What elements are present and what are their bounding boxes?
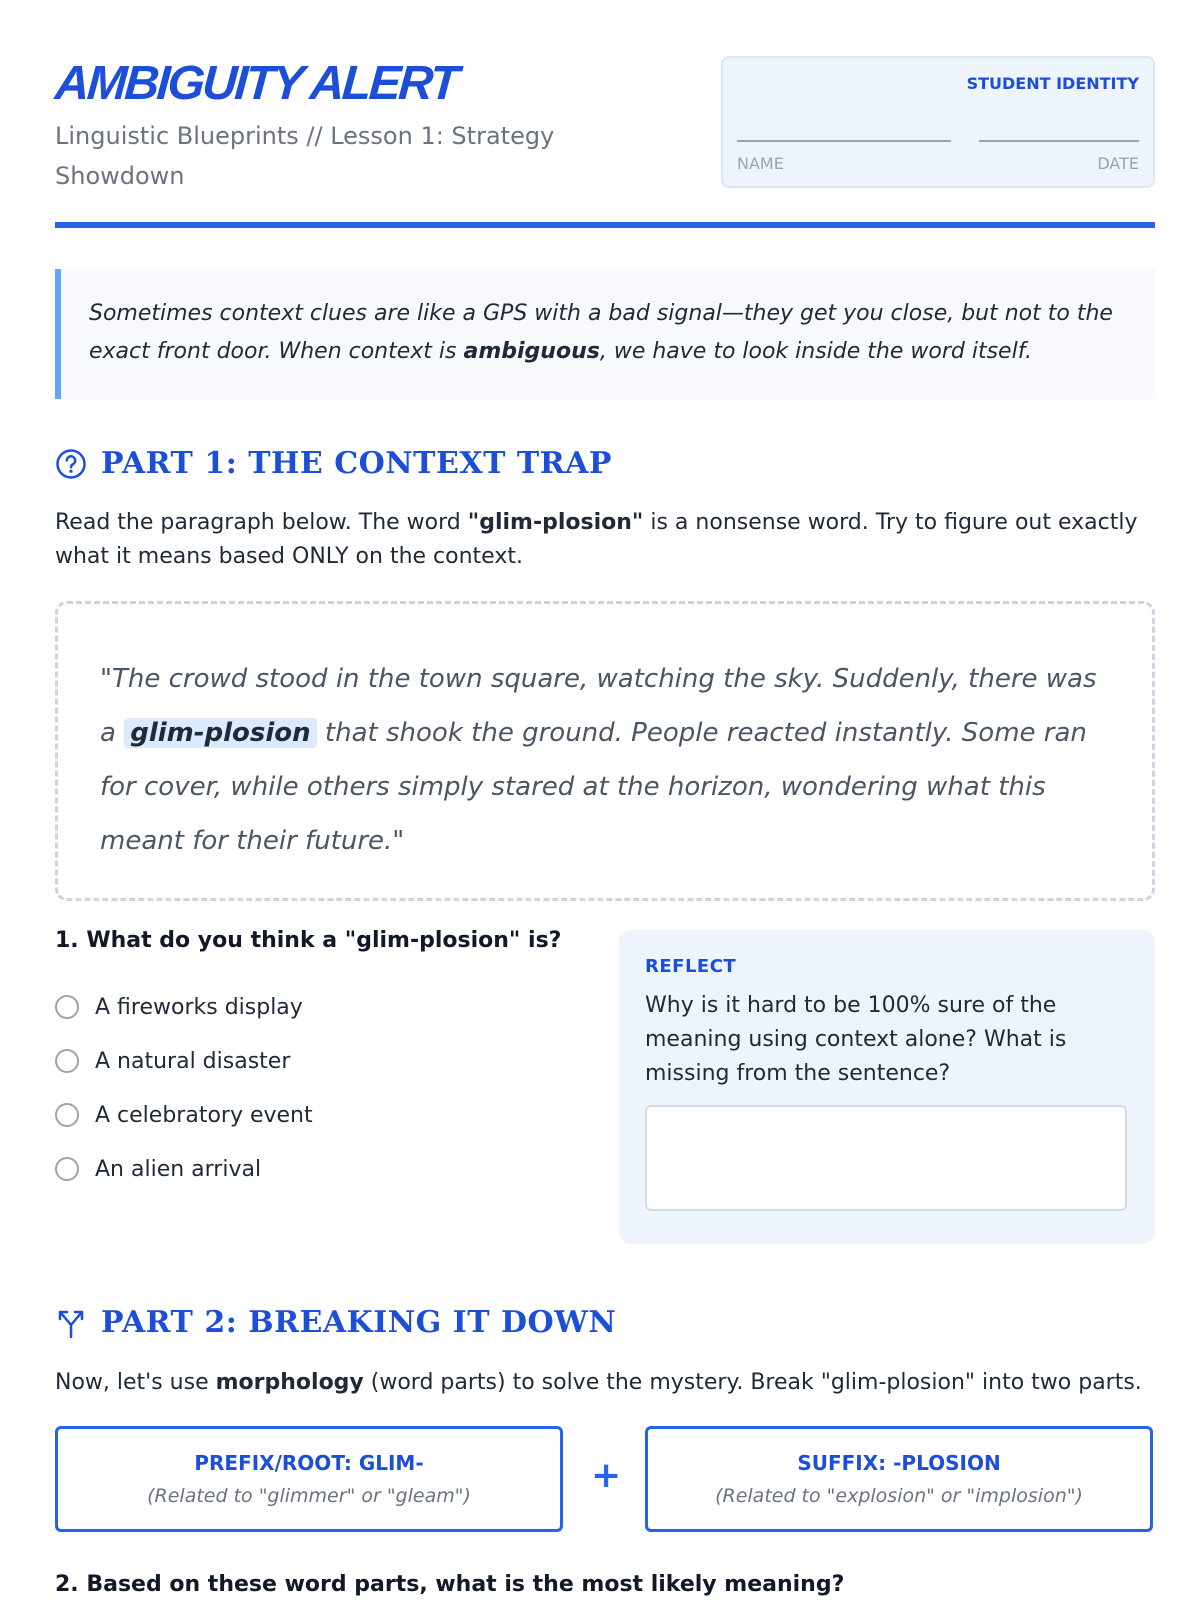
passage-text-after: that shook the ground. People reacted instantly. Some ran for cover, while others simply stared at the horizon, wondering what this meant for their future." — [100, 718, 1087, 856]
part2-instructions — [55, 1366, 1155, 1400]
intro-text-after: , we have to look inside the word itself. — [599, 339, 1033, 364]
passage-highlight-word: glim-plosion — [124, 718, 316, 748]
suffix-hint: (Related to "explosion" or "implosion") — [715, 1485, 1083, 1507]
intro-callout — [55, 269, 1155, 399]
worksheet-title: AMBIGUITY ALERT — [53, 57, 459, 110]
option-label: An alien arrival — [95, 1156, 262, 1182]
option-fireworks[interactable] — [55, 980, 313, 1034]
suffix-title: SUFFIX: -PLOSION — [797, 1451, 1001, 1475]
prefix-box — [55, 1426, 563, 1532]
part1-title: PART 1: THE CONTEXT TRAP — [101, 446, 612, 481]
part1-instruction-before: Read the paragraph below. The word — [55, 510, 468, 535]
radio-button[interactable] — [55, 1049, 79, 1073]
radio-button[interactable] — [55, 1157, 79, 1181]
context-passage — [55, 601, 1155, 901]
option-label: A natural disaster — [95, 1048, 291, 1074]
reflect-answer-field[interactable] — [645, 1105, 1127, 1211]
part2-instruction-before: Now, let's use — [55, 1370, 216, 1395]
option-label: A fireworks display — [95, 994, 303, 1020]
question-circle-icon — [55, 448, 87, 480]
prefix-title: PREFIX/ROOT: GLIM- — [194, 1451, 424, 1475]
part2-instruction-bold: morphology — [215, 1370, 364, 1395]
header-divider — [55, 222, 1155, 228]
part2-instruction-after: (word parts) to solve the mystery. Break "glim-plosion" into two parts. — [363, 1370, 1142, 1395]
prefix-hint: (Related to "glimmer" or "gleam") — [147, 1485, 471, 1507]
plus-sign: + — [591, 1455, 622, 1496]
question-1-options — [55, 980, 313, 1196]
student-identity-label: STUDENT IDENTITY — [966, 74, 1139, 93]
part1-instructions — [55, 506, 1155, 574]
suffix-box — [645, 1426, 1153, 1532]
worksheet-header — [55, 56, 1155, 228]
part1-instruction-bold: "glim-plosion" — [467, 510, 644, 535]
option-alien-arrival[interactable] — [55, 1142, 313, 1196]
reflect-label: REFLECT — [645, 956, 737, 977]
option-label: A celebratory event — [95, 1102, 313, 1128]
worksheet-subtitle: Linguistic Blueprints // Lesson 1: Strategy Showdown — [55, 122, 555, 190]
question-2: 2. Based on these word parts, what is the most likely meaning? — [55, 1572, 845, 1597]
reflect-box — [619, 930, 1155, 1244]
date-field[interactable] — [979, 140, 1139, 142]
option-natural-disaster[interactable] — [55, 1034, 313, 1088]
intro-text-before: Sometimes context clues are like a GPS with a bad signal—they get you close, but not to the exact front door. When context is — [89, 301, 1113, 364]
part1-heading — [55, 446, 612, 481]
part1-instruction-after: is a nonsense word. Try to figure out exactly what it means based ONLY on the context. — [55, 510, 1138, 569]
name-caption: NAME — [737, 154, 784, 173]
student-identity-box — [721, 56, 1155, 188]
date-caption: DATE — [1097, 154, 1139, 173]
reflect-question: Why is it hard to be 100% sure of the meaning using context alone? What is missing from the sentence? — [645, 993, 1067, 1086]
question-1: 1. What do you think a "glim-plosion" is? — [55, 928, 562, 953]
radio-button[interactable] — [55, 1103, 79, 1127]
radio-button[interactable] — [55, 995, 79, 1019]
part2-heading — [55, 1305, 616, 1340]
name-field[interactable] — [737, 140, 951, 142]
option-celebratory-event[interactable] — [55, 1088, 313, 1142]
intro-bold-word: ambiguous — [463, 339, 600, 364]
passage-text-before: "The crowd stood in the town square, watching the sky. Suddenly, there was a — [100, 664, 1097, 748]
split-arrows-icon — [55, 1307, 87, 1339]
part2-title: PART 2: BREAKING IT DOWN — [101, 1305, 617, 1340]
